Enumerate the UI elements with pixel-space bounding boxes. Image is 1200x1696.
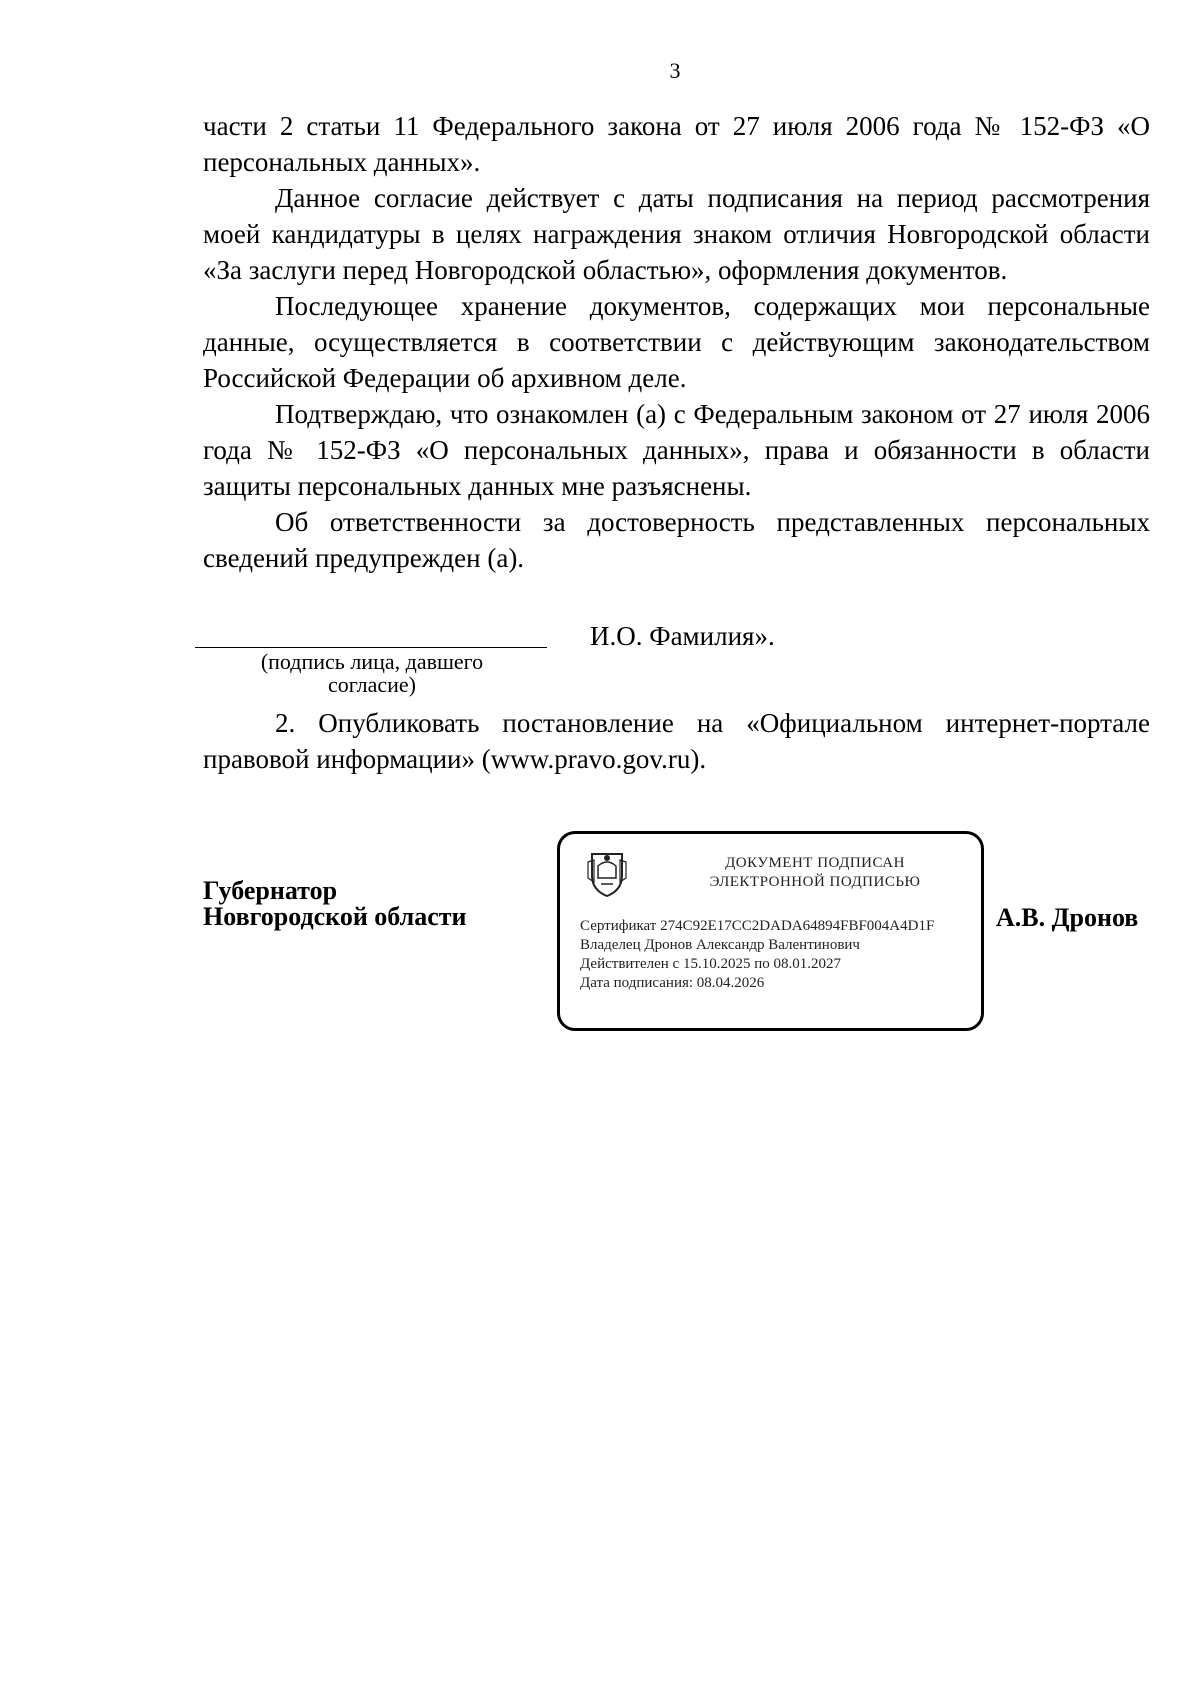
paragraph-storage: Последующее хранение документов, содержащих мои персональные данные, осуществляется в соответствии с действующим законодательством Российской Федерации об архивном деле. [203, 291, 1150, 393]
stamp-heading-line2: ЭЛЕКТРОННОЙ ПОДПИСЬЮ [709, 874, 921, 890]
governor-title-line2: Новгородской области [203, 902, 467, 931]
signatory-name: И.О. Фамилия». [590, 621, 775, 651]
signature-caption-line2: согласие) [327, 672, 417, 697]
document-body [203, 108, 1150, 576]
page-number: 3 [669, 58, 681, 83]
signature-line [195, 647, 547, 648]
stamp-heading [660, 854, 970, 892]
stamp-validity: Действителен с 15.10.2025 по 08.01.2027 [580, 956, 841, 972]
coat-of-arms-icon [584, 848, 630, 898]
stamp-details [580, 917, 934, 993]
stamp-owner: Владелец Дронов Александр Валентинович [580, 937, 860, 953]
governor-title-line1: Губернатор [203, 876, 338, 905]
electronic-signature-stamp [557, 831, 984, 1031]
publication-clause [203, 705, 1150, 777]
stamp-heading-line1: ДОКУМЕНТ ПОДПИСАН [725, 855, 905, 871]
signature-caption-line1: (подпись лица, давшего [260, 649, 484, 674]
publication-clause-text: 2. Опубликовать постановление на «Официальном интернет-портале правовой информации» (www.pravo.gov.ru). [203, 708, 1150, 774]
paragraph-continuation: части 2 статьи 11 Федерального закона от 27 июля 2006 года № 152-ФЗ «О персональных данных». [203, 111, 1150, 177]
paragraph-acknowledgement: Подтверждаю, что ознакомлен (а) с Федеральным законом от 27 июля 2006 года № 152-ФЗ «О персональных данных», права и обязанности в области защиты персональных данных мне разъяснены. [203, 399, 1150, 501]
stamp-signed-date: Дата подписания: 08.04.2026 [580, 975, 765, 991]
governor-title [203, 878, 467, 930]
stamp-certificate: Сертификат 274C92E17CC2DADA64894FBF004A4D1F [580, 918, 935, 934]
signature-caption [232, 650, 512, 696]
paragraph-responsibility: Об ответственности за достоверность представленных персональных сведений предупрежден (а). [203, 507, 1150, 573]
paragraph-consent-validity: Данное согласие действует с даты подписания на период рассмотрения моей кандидатуры в целях награждения знаком отличия Новгородской области «За заслуги перед Новгородской областью», оформления документов. [203, 183, 1150, 285]
governor-name: А.В. Дронов [996, 903, 1139, 932]
